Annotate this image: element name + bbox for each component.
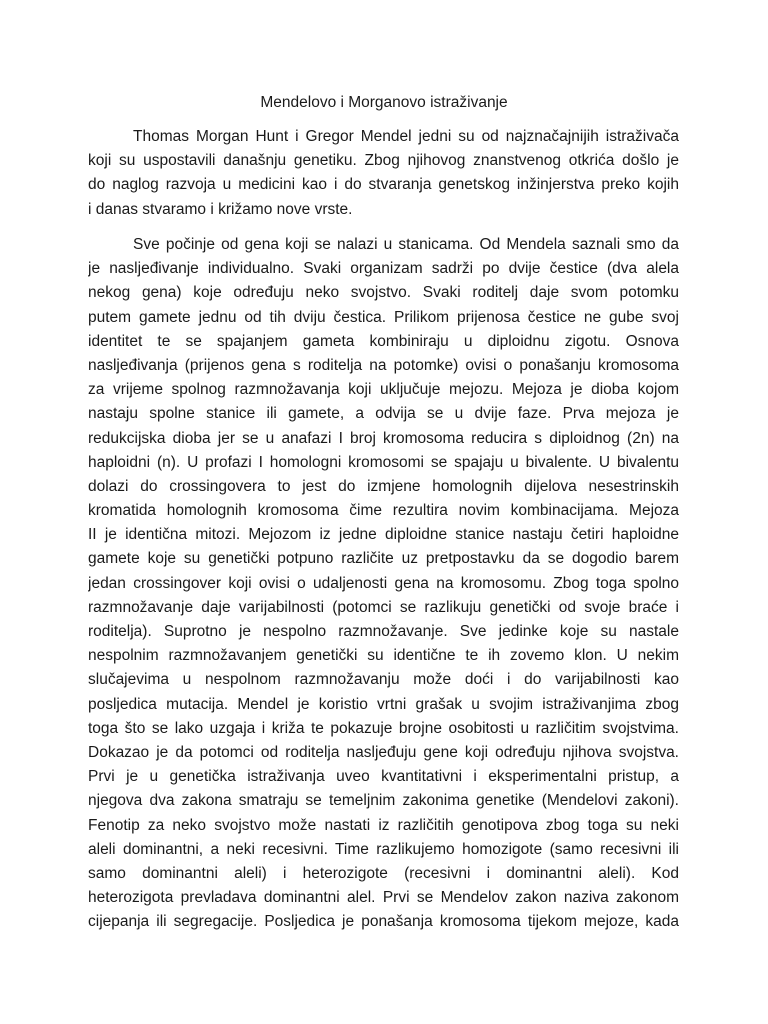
text-line: putem gamete jednu od tih dviju čestica. Prilikom prijenosa čestice ne gube svoj bbox=[88, 308, 679, 326]
text-line: jedan crossingover koji ovisi o udaljenosti gena na kromosomu. Zbog toga spolno bbox=[88, 574, 679, 592]
text-line: Dokazao je da potomci od roditelja nasljeđuju gene koji određuju njihova svojstva. bbox=[88, 743, 679, 761]
text-line: razmnožavanje daje varijabilnosti (potomci se razlikuju genetički od svoje braće i bbox=[88, 598, 679, 616]
text-line: koji su uspostavili današnju genetiku. Zbog njihovog znanstvenog otkrića došlo je bbox=[88, 152, 679, 170]
text-line: za vrijeme spolnog razmnožavanja koji uključuje mejozu. Mejoza je dioba kojom bbox=[88, 381, 679, 399]
text-line: dolazi do crossingovera to jest do izmjene homolognih dijelova nesestrinskih bbox=[88, 477, 679, 495]
text-line: njegova dva zakona smatraju se temeljnim zakonima genetike (Mendelovi zakoni). bbox=[88, 792, 679, 810]
text-line: II je identična mitozi. Mejozom iz jedne diploidne stanice nastaju četiri haploidne bbox=[88, 526, 679, 544]
text-line: cijepanja ili segregacije. Posljedica je ponašanja kromosoma tijekom mejoze, kada bbox=[88, 913, 679, 931]
text-line: do naglog razvoja u medicini kao i do stvaranja genetskog inžinjerstva preko kojih bbox=[88, 176, 679, 194]
text-line: je nasljeđivanje individualno. Svaki organizam sadrži po dvije čestice (dva alela bbox=[88, 260, 679, 278]
text-line: identitet te se spajanjem gameta kombiniraju u diploidnu zigotu. Osnova bbox=[88, 332, 679, 350]
text-line: slučajevima u nespolnom razmnožavanju može doći i do varijabilnosti kao bbox=[88, 671, 679, 689]
text-line: Fenotip za neko svojstvo može nastati iz različitih genotipova zbog toga su neki bbox=[88, 816, 679, 834]
text-line: nastaju spolne stanice ili gamete, a odvija se u dvije faze. Prva mejoza je bbox=[88, 405, 679, 423]
paragraph-1 bbox=[88, 125, 679, 222]
text-line: aleli dominantni, a neki recesivni. Time razlikujemo homozigote (samo recesivni ili bbox=[88, 840, 679, 858]
text-line: posljedica mutacija. Mendel je koristio vrtni grašak u svojim istraživanjima zbog bbox=[88, 695, 679, 713]
text-line: Sve počinje od gena koji se nalazi u stanicama. Od Mendela saznali smo da bbox=[133, 236, 679, 253]
text-line: gamete koje su genetički potpuno različite uz pretpostavku da se dogodio barem bbox=[88, 550, 679, 568]
text-line: heterozigota prevladava dominantni alel. Prvi se Mendelov zakon naziva zakonom bbox=[88, 889, 679, 907]
text-line: Prvi je u genetička istraživanja uveo kvantitativni i eksperimentalni pristup, a bbox=[88, 768, 679, 786]
text-line: kromatida homolognih kromosoma čime rezultira novim kombinacijama. Mejoza bbox=[88, 502, 679, 520]
text-line: samo dominantni aleli) i heterozigote (recesivni i dominantni aleli). Kod bbox=[88, 864, 679, 882]
text-line: Thomas Morgan Hunt i Gregor Mendel jedni su od najznačajnijih istraživača bbox=[133, 128, 679, 145]
text-line: nespolnim razmnožavanjem genetički su identične te ih zovemo klon. U nekim bbox=[88, 647, 679, 665]
text-line: nasljeđivanja (prijenos gena s roditelja na potomke) ovisi o ponašanju kromosoma bbox=[88, 356, 679, 374]
paragraph-2 bbox=[88, 233, 679, 934]
document-title: Mendelovo i Morganovo istraživanje bbox=[260, 94, 508, 111]
text-line: redukcijska dioba jer se u anafazi I broj kromosoma reducira s diploidnog (2n) na bbox=[88, 429, 679, 447]
text-line: roditelja). Suprotno je nespolno razmnožavanje. Sve jedinke koje su nastale bbox=[88, 623, 679, 640]
text-line: i danas stvaramo i križamo nove vrste. bbox=[88, 200, 353, 218]
text-line: toga što se lako uzgaja i križa te pokazuje brojne osobitosti u različitim svojstvima. bbox=[88, 719, 679, 737]
text-line: haploidni (n). U profazi I homologni kromosomi se spajaju u bivalente. U bivalentu bbox=[88, 453, 679, 471]
text-line: nekog gena) koje određuju neko svojstvo. Svaki roditelj daje svom potomku bbox=[88, 284, 679, 302]
